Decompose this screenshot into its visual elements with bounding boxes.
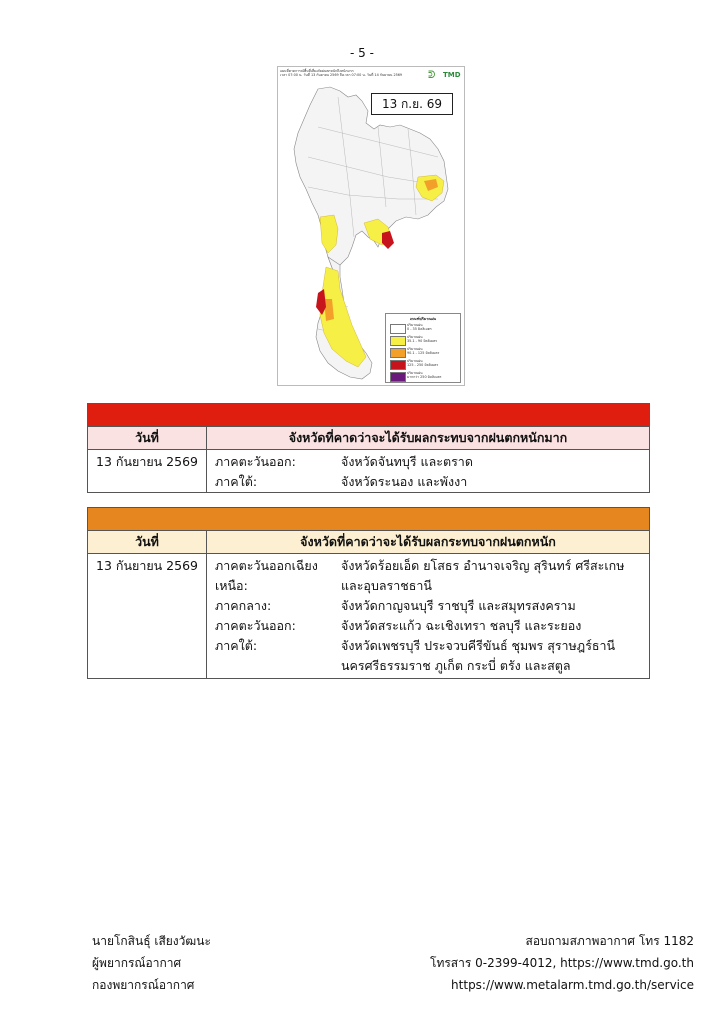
provinces-cell <box>207 554 649 678</box>
legend-swatch <box>390 348 406 358</box>
table-row <box>88 450 649 492</box>
legend-item <box>388 359 458 370</box>
region-row <box>215 596 649 616</box>
region-label: ภาคใต้: <box>215 474 258 489</box>
map-header-title: แผนที่คาดการณ์พื้นที่เสี่ยงภัยฝนตกหนักถึงหนักมาก <box>280 69 354 73</box>
contact-service-url: https://www.metalarm.tmd.go.th/service <box>451 978 694 992</box>
province-list: จังหวัดกาญจนบุรี ราชบุรี และสมุทรสงคราม <box>341 598 576 613</box>
legend-swatch <box>390 336 406 346</box>
col-provinces-header: จังหวัดที่คาดว่าจะได้รับผลกระทบจากฝนตกหนักมาก <box>288 430 568 445</box>
legend-range: มากกว่า 250 มิลลิเมตร <box>407 375 442 380</box>
date-cell: 13 กันยายน 2569 <box>88 450 207 492</box>
forecaster-title: ผู้พยากรณ์อากาศ <box>92 956 182 970</box>
col-date-header: วันที่ <box>88 427 207 449</box>
region-label: ภาคใต้: <box>215 638 258 653</box>
province-list: จังหวัดจันทบุรี และตราด <box>341 454 473 469</box>
region-label: ภาคกลาง: <box>215 598 272 613</box>
page-number: - 5 - <box>350 46 374 60</box>
region-row <box>215 636 649 676</box>
table-row <box>88 554 649 678</box>
region-row <box>215 452 649 472</box>
province-list: และอุบลราชธานี <box>341 578 432 593</box>
region-row <box>215 616 649 636</box>
legend-range: 125 - 250 มิลลิเมตร <box>407 363 439 368</box>
map-header <box>280 69 430 77</box>
region-label: ภาคตะวันออกเฉียงเหนือ: <box>215 558 318 593</box>
date-cell: 13 กันยายน 2569 <box>88 554 207 678</box>
legend-title: เกณฑ์ปริมาณฝน <box>409 317 437 321</box>
legend-range: 35.1 - 90 มิลลิเมตร <box>407 339 438 344</box>
legend-label: ปริมาณฝน <box>407 323 423 327</box>
legend-label: ปริมาณฝน <box>407 359 423 363</box>
table-header <box>88 531 649 554</box>
legend-item <box>388 335 458 346</box>
provinces-cell <box>207 450 649 492</box>
map-date-label: 13 ก.ย. 69 <box>371 93 453 115</box>
legend-item <box>388 323 458 334</box>
region-label: ภาคตะวันออก: <box>215 454 296 469</box>
province-list: นครศรีธรรมราช ภูเก็ต กระบี่ ตรัง และสตูล <box>341 658 571 673</box>
contact-phone: สอบถามสภาพอากาศ โทร 1182 <box>525 934 694 948</box>
tmd-logo: TMD <box>443 71 461 79</box>
very-heavy-rain-table <box>87 403 650 493</box>
logo-mark: ᕲ <box>428 70 436 81</box>
legend-item <box>388 347 458 358</box>
legend-item <box>388 371 458 382</box>
region-label: ภาคตะวันออก: <box>215 618 296 633</box>
legend-label: ปริมาณฝน <box>407 347 423 351</box>
col-date-header: วันที่ <box>88 531 207 553</box>
rainfall-forecast-map <box>277 66 465 386</box>
rainfall-legend <box>385 313 461 383</box>
legend-swatch <box>390 360 406 370</box>
region-row <box>215 472 649 492</box>
province-list: จังหวัดร้อยเอ็ด ยโสธร อำนาจเจริญ สุรินทร์ ศรีสะเกษ <box>341 558 625 573</box>
province-list: จังหวัดสระแก้ว ฉะเชิงเทรา ชลบุรี และระยอง <box>341 618 582 633</box>
region-row <box>215 556 649 596</box>
forecaster-signature-block <box>92 930 211 996</box>
legend-label: ปริมาณฝน <box>407 371 423 375</box>
legend-range: 90.1 - 125 มิลลิเมตร <box>407 351 440 356</box>
legend-range: 0 - 35 มิลลิเมตร <box>407 327 432 332</box>
very-heavy-color-band <box>88 404 649 427</box>
legend-swatch <box>390 372 406 382</box>
rain-area-chanthaburi-trat <box>382 231 394 249</box>
col-provinces-header: จังหวัดที่คาดว่าจะได้รับผลกระทบจากฝนตกหนัก <box>300 534 556 549</box>
heavy-rain-table <box>87 507 650 679</box>
legend-swatch <box>390 324 406 334</box>
contact-block <box>430 930 694 996</box>
province-list: จังหวัดระนอง และพังงา <box>341 474 468 489</box>
heavy-color-band <box>88 508 649 531</box>
table-header <box>88 427 649 450</box>
map-header-period: เวลา 07:00 น. วันที่ 13 กันยายน 2569 ถึงเวลา 07:00 น. วันที่ 14 กันยายน 2569 <box>280 73 403 78</box>
legend-label: ปริมาณฝน <box>407 335 423 339</box>
contact-fax-website: โทรสาร 0-2399-4012, https://www.tmd.go.th <box>430 956 694 970</box>
province-list: จังหวัดเพชรบุรี ประจวบคีรีขันธ์ ชุมพร สุราษฎร์ธานี <box>341 638 616 653</box>
forecaster-name: นายโกสินธุ์ เสียงวัฒนะ <box>92 934 211 948</box>
forecaster-division: กองพยากรณ์อากาศ <box>92 978 195 992</box>
